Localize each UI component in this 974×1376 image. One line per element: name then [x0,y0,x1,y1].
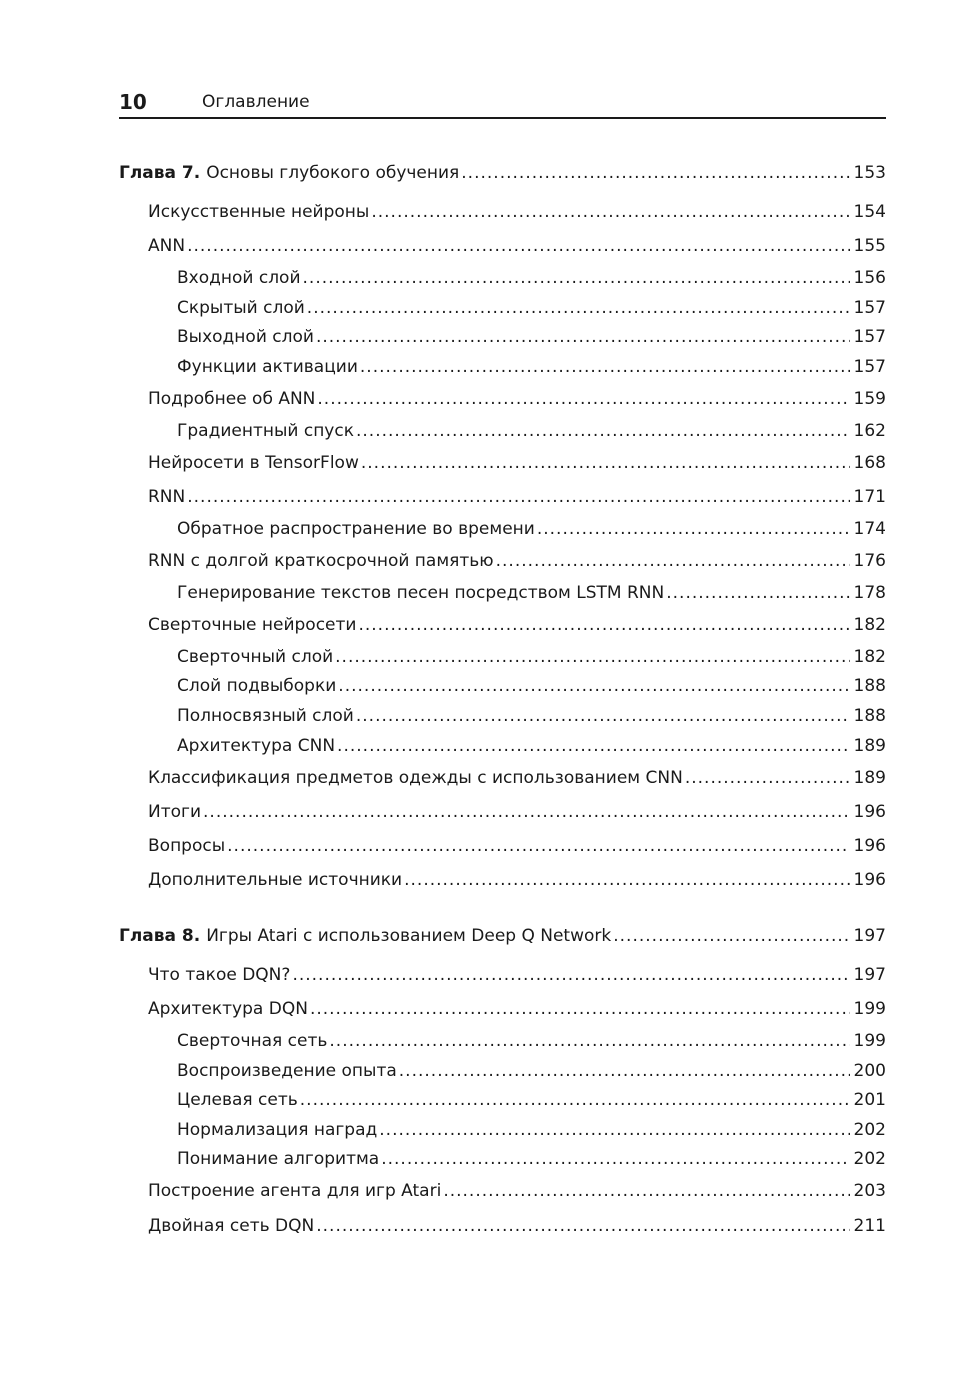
entry-title: Итоги [148,802,202,822]
toc-entry[interactable] [148,614,886,636]
toc-entry[interactable] [148,801,886,823]
chapter-label: Глава 8. [119,926,201,946]
entry-title: Функции активации [177,357,358,377]
entry-title: Градиентный спуск [177,421,354,441]
page-ref: 157 [853,327,886,347]
page-ref: 171 [853,487,886,507]
page-ref: 159 [853,389,886,409]
page-ref: 196 [853,802,886,822]
dot-leader [381,1148,849,1170]
page-ref: 196 [853,870,886,890]
toc-subentry[interactable] [177,646,886,668]
page-ref: 202 [853,1120,886,1140]
toc-subentry[interactable] [177,705,886,727]
dot-leader [335,646,849,668]
dot-leader [496,550,850,572]
entry-title: Обратное распространение во времени [177,519,535,539]
toc-entry[interactable] [148,201,886,223]
dot-leader [361,452,850,474]
toc-subentry[interactable] [177,356,886,378]
dot-leader [613,925,849,947]
entry-title: Сверточные нейросети [148,615,357,635]
dot-leader [227,835,849,857]
page-ref: 197 [853,965,886,985]
dot-leader [337,735,850,757]
dot-leader [338,675,849,697]
toc-subentry[interactable] [177,297,886,319]
page-ref: 162 [853,421,886,441]
dot-leader [371,201,849,223]
toc-entry[interactable] [148,235,886,257]
toc-entry[interactable] [148,388,886,410]
toc-subentry[interactable] [177,1060,886,1082]
page-ref: 201 [853,1090,886,1110]
toc-chapter-7[interactable] [119,162,886,184]
page-ref: 197 [853,926,886,946]
toc-entry[interactable] [148,998,886,1020]
toc-subentry[interactable] [177,420,886,442]
dot-leader [303,267,850,289]
entry-title: Что такое DQN? [148,965,291,985]
page-ref: 182 [853,647,886,667]
dot-leader [300,1089,850,1111]
chapter-title: Игры Atari с использованием Deep Q Network [206,926,612,946]
dot-leader [307,297,850,319]
dot-leader [329,1030,849,1052]
entry-title: Искусственные нейроны [148,202,370,222]
dot-leader [356,705,850,727]
dot-leader [310,998,850,1020]
page-ref: 189 [853,736,886,756]
page-number: 10 [119,90,147,114]
page-ref: 157 [853,357,886,377]
dot-leader [443,1180,849,1202]
running-title: Оглавление [202,92,310,112]
toc-subentry[interactable] [177,1119,886,1141]
entry-title: Дополнительные источники [148,870,403,890]
page-ref: 199 [853,999,886,1019]
page-ref: 199 [853,1031,886,1051]
toc-subentry[interactable] [177,267,886,289]
entry-title: RNN [148,487,186,507]
toc-entry[interactable] [148,486,886,508]
dot-leader [317,388,849,410]
entry-title: Нормализация наград [177,1120,378,1140]
entry-title: Подробнее об ANN [148,389,316,409]
dot-leader [187,486,849,508]
toc-entry[interactable] [148,1215,886,1237]
entry-title: Воспроизведение опыта [177,1061,397,1081]
toc-chapter-8[interactable] [119,925,886,947]
toc-subentry[interactable] [177,675,886,697]
dot-leader [356,420,850,442]
dot-leader [187,235,849,257]
dot-leader [292,964,849,986]
toc-entry[interactable] [148,964,886,986]
entry-title: RNN с долгой краткосрочной памятью [148,551,494,571]
dot-leader [666,582,849,604]
entry-title: Архитектура DQN [148,999,308,1019]
toc-subentry[interactable] [177,518,886,540]
toc-entry[interactable] [148,550,886,572]
chapter-label: Глава 7. [119,163,201,183]
dot-leader [685,767,850,789]
page-ref: 155 [853,236,886,256]
toc-entry[interactable] [148,835,886,857]
entry-title: Скрытый слой [177,298,305,318]
page-ref: 182 [853,615,886,635]
page-ref: 157 [853,298,886,318]
page-ref: 211 [853,1216,886,1236]
entry-title: Целевая сеть [177,1090,298,1110]
dot-leader [316,326,850,348]
page-ref: 178 [853,583,886,603]
page-ref: 200 [853,1061,886,1081]
page-ref: 176 [853,551,886,571]
page-ref: 189 [853,768,886,788]
toc-subentry[interactable] [177,326,886,348]
entry-title: Слой подвыборки [177,676,337,696]
page-ref: 188 [853,676,886,696]
entry-title: Сверточный слой [177,647,334,667]
toc-subentry[interactable] [177,1148,886,1170]
entry-title: Выходной слой [177,327,314,347]
running-header [119,88,886,119]
entry-title: Двойная сеть DQN [148,1216,315,1236]
dot-leader [537,518,850,540]
entry-title: Архитектура CNN [177,736,336,756]
entry-title: ANN [148,236,186,256]
toc-subentry[interactable] [177,1030,886,1052]
entry-title: Нейросети в TensorFlow [148,453,359,473]
entry-title: Построение агента для игр Atari [148,1181,442,1201]
toc-subentry[interactable] [177,1089,886,1111]
page-ref: 196 [853,836,886,856]
page-ref: 174 [853,519,886,539]
toc-subentry[interactable] [177,735,886,757]
dot-leader [379,1119,849,1141]
dot-leader [316,1215,849,1237]
entry-title: Понимание алгоритма [177,1149,380,1169]
toc-entry[interactable] [148,767,886,789]
toc-entry[interactable] [148,869,886,891]
page-ref: 202 [853,1149,886,1169]
entry-title: Вопросы [148,836,226,856]
entry-title: Классификация предметов одежды с использованием CNN [148,768,683,788]
chapter-title: Основы глубокого обучения [206,163,460,183]
page-ref: 153 [853,163,886,183]
entry-title: Входной слой [177,268,301,288]
dot-leader [461,162,849,184]
page-ref: 168 [853,453,886,473]
page-ref: 203 [853,1181,886,1201]
toc-entry[interactable] [148,1180,886,1202]
page-ref: 156 [853,268,886,288]
dot-leader [203,801,850,823]
toc-subentry[interactable] [177,582,886,604]
dot-leader [404,869,849,891]
entry-title: Сверточная сеть [177,1031,328,1051]
dot-leader [358,614,849,636]
toc-entry[interactable] [148,452,886,474]
entry-title: Генерирование текстов песен посредством LSTM RNN [177,583,665,603]
dot-leader [399,1060,850,1082]
page-ref: 188 [853,706,886,726]
entry-title: Полносвязный слой [177,706,354,726]
dot-leader [360,356,850,378]
page-ref: 154 [853,202,886,222]
